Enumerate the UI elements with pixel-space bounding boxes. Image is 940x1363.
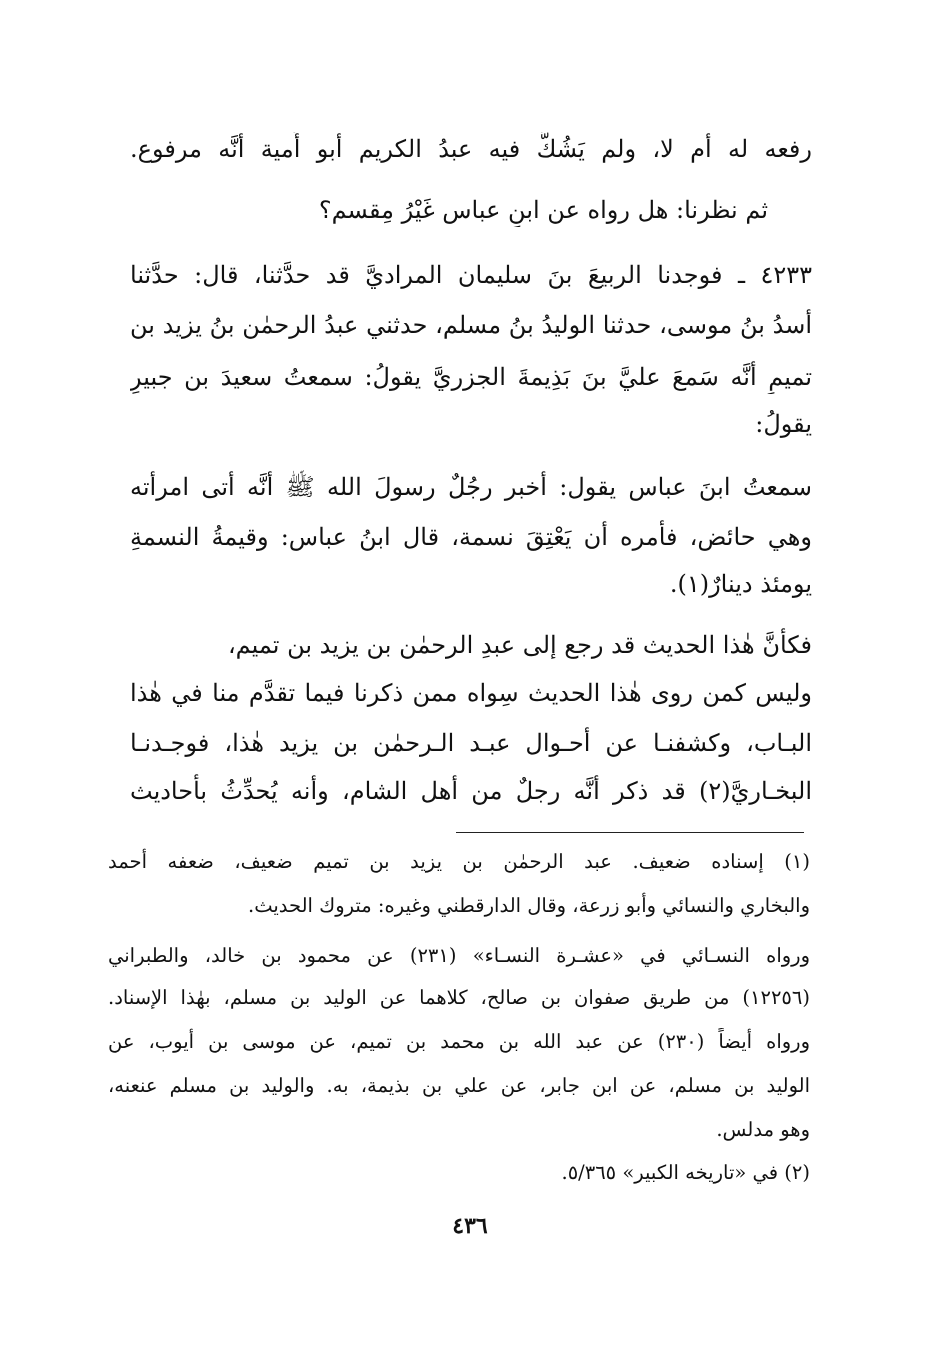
footnote-separator	[456, 832, 804, 833]
footnote-line-6: الوليد بن مسلم، عن ابن جابر، عن علي بن بذيمة، به. والوليد بن مسلم عنعنه،	[108, 1074, 810, 1097]
body-line-11: وليس كمن روى هٰذا الحديث سِواه ممن ذكرنا فيما تقدَّم منا في هٰذا	[130, 679, 812, 707]
body-line-13: البخـاريَّ(٢) قد ذكر أنَّه رجلٌ من أهل الشام، وأنه يُحدِّثُ بأحاديث	[130, 777, 812, 805]
body-line-8: وهي حائض، فأمره أن يَعْتِقَ نسمة، قال ابنُ عباس: وقيمةُ النسمةِ	[130, 523, 812, 551]
body-line-6: يقولُ:	[755, 410, 812, 438]
footnote-line-4: (١٢٢٥٦) من طريق صفوان بن صالح، كلاهما عن الوليد بن مسلم، بهٰذا الإسناد.	[108, 986, 810, 1009]
footnote-line-1: (١) إسناده ضعيف. عبد الرحمٰن بن يزيد بن تميم ضعيف، ضعفه أحمد	[108, 850, 810, 873]
body-line-9: يومئذ دينارٌ(١).	[669, 570, 812, 598]
footnote-line-7: وهو مدلس.	[716, 1118, 810, 1141]
body-line-7: سمعتُ ابنَ عباس يقول: أخبر رجُلٌ رسولَ الله ﷺ أنَّه أتى امرأته	[130, 473, 812, 501]
footnote-line-2: والبخاري والنسائي وأبو زرعة، وقال الدارقطني وغيره: متروك الحديث.	[248, 894, 810, 917]
body-line-10: فكأنَّ هٰذا الحديث قد رجع إلى عبدِ الرحمٰن بن يزيد بن تميم،	[227, 631, 812, 659]
body-line-2: ثم نظرنا: هل رواه عن ابنِ عباس غَيْرُ مِقسم؟	[318, 196, 768, 224]
body-line-3: ٤٢٣٣ ـ فوجدنا الربيعَ بنَ سليمان المراديَّ قد حدَّثنا، قال: حدَّثنا	[130, 261, 812, 289]
body-line-1: رفعه له أم لا، ولم يَشُكَّ فيه عبدُ الكريم أبو أُمية أنَّه مرفوع.	[130, 135, 812, 163]
footnote-line-3: ورواه النسـائي في «عشـرة النسـاء» (٢٣١) عن محمود بن خالد، والطبراني	[108, 944, 810, 967]
footnote-line-8: (٢) في «تاريخه الكبير» ٥/٣٦٥.	[561, 1161, 810, 1184]
body-line-5: تميمٍ أنَّه سَمعَ عليَّ بنَ بَذِيمةَ الجزريَّ يقولُ: سمعتُ سعيدَ بن جبيرٍ	[130, 363, 812, 391]
body-line-12: البـاب، وكشفنـا عن أحـوال عبـد الـرحمٰن بن يزيد هٰذا، فوجـدنـا	[130, 729, 812, 757]
body-line-4: أسدُ بنُ موسى، حدثنا الوليدُ بنُ مسلم، حدثني عبدُ الرحمٰن بنُ يزيد بن	[130, 311, 812, 339]
page-number: ٤٣٦	[452, 1213, 488, 1239]
footnote-line-5: ورواه أيضاً (٢٣٠) عن عبد الله بن محمد بن تميم، عن موسى بن أيوب، عن	[108, 1030, 810, 1053]
